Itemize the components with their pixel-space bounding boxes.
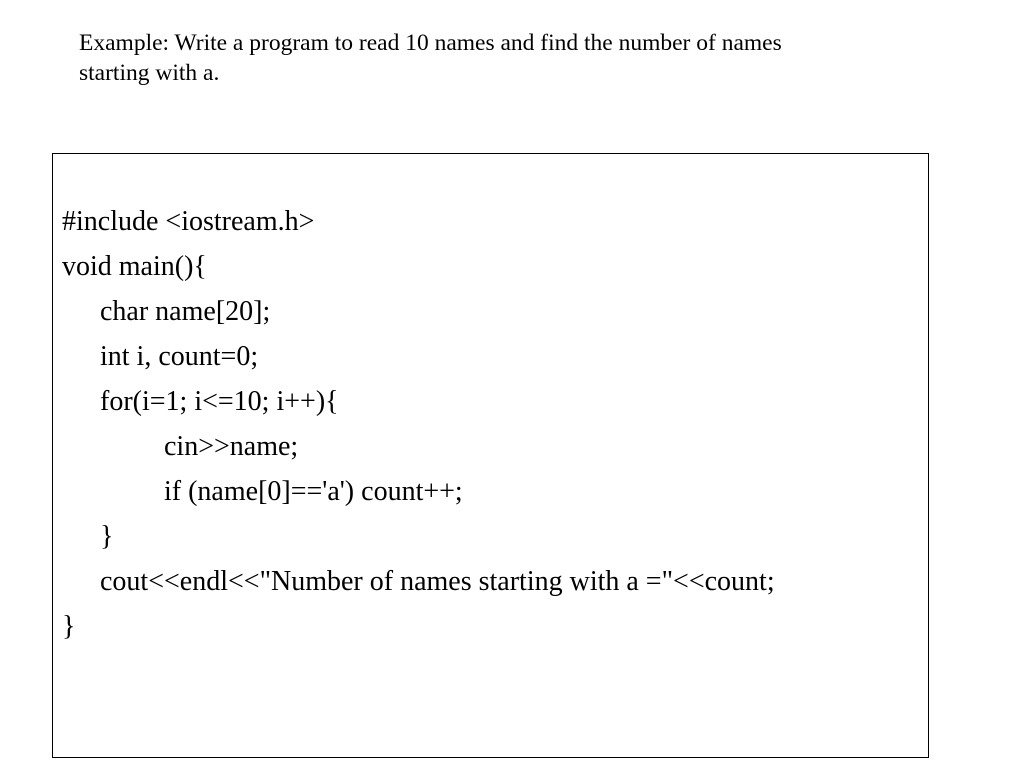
heading-line-2: starting with a.	[79, 60, 220, 86]
code-box	[52, 153, 929, 758]
code-line-cin: cin>>name;	[164, 431, 299, 462]
heading-line-1: Example: Write a program to read 10 names and find the number of names	[79, 30, 782, 56]
code-line-close-main: }	[62, 611, 76, 642]
code-line-include: #include <iostream.h>	[62, 206, 315, 237]
code-line-main: void main(){	[62, 251, 207, 282]
code-line-int-decl: int i, count=0;	[100, 341, 259, 372]
code-line-char-decl: char name[20];	[100, 296, 271, 327]
code-line-cout: cout<<endl<<"Number of names starting with a ="<<count;	[100, 566, 775, 597]
example-heading	[79, 28, 959, 88]
code-line-close-for: }	[100, 521, 114, 552]
code-line-if: if (name[0]=='a') count++;	[164, 476, 463, 507]
code-line-for: for(i=1; i<=10; i++){	[100, 386, 339, 417]
